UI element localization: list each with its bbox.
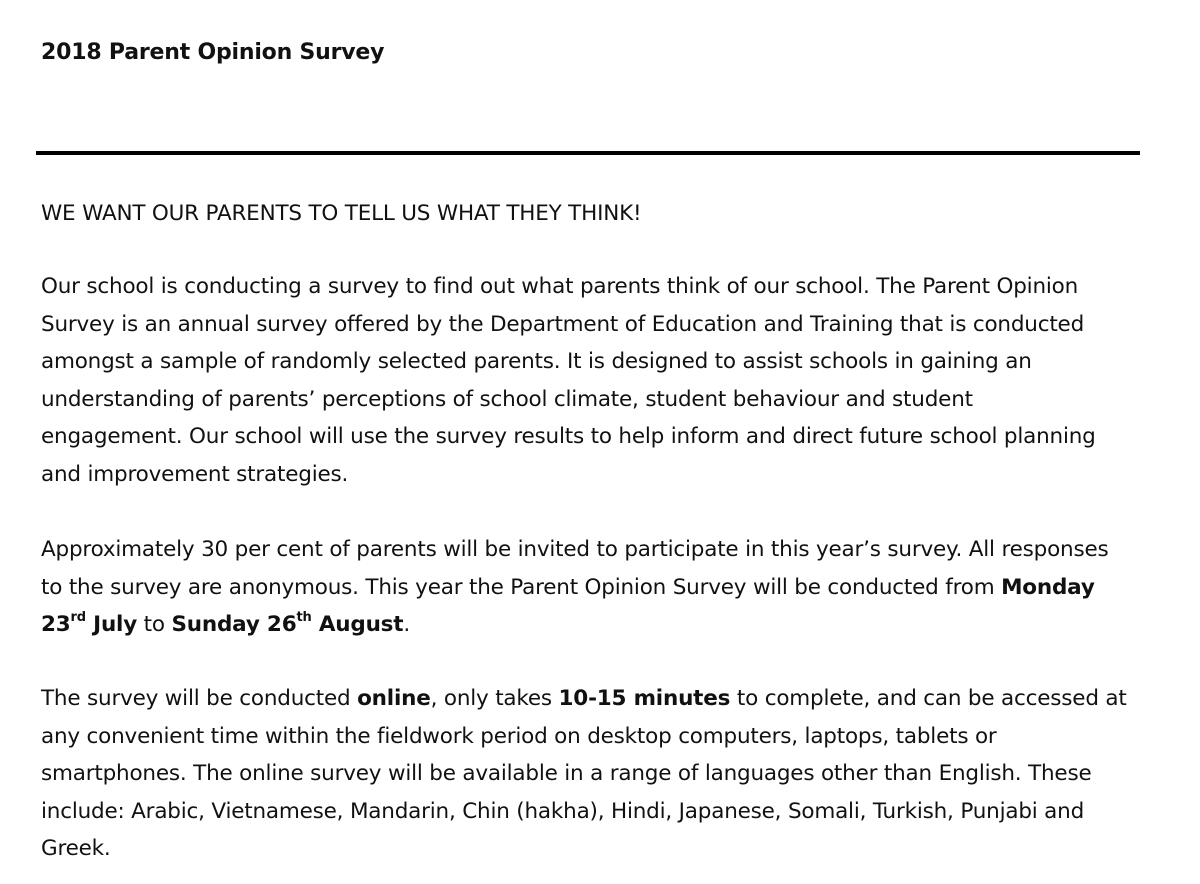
end-month: August	[311, 612, 404, 638]
end-date	[172, 612, 404, 637]
callout-heading	[41, 195, 1171, 233]
emphasis-duration: 10-15 minutes	[558, 686, 731, 711]
paragraph-line: smartphones. The online survey will be available in a range of languages other than English. These	[41, 761, 1092, 787]
paragraph-line: amongst a sample of randomly selected parents. It is designed to assist schools in gaining an	[41, 349, 1032, 375]
paragraph-line: understanding of parents’ perceptions of school climate, student behaviour and student	[41, 386, 973, 412]
paragraph-text: to the survey are anonymous. This year the Parent Opinion Survey will be conducted from	[41, 574, 1002, 600]
paragraph-line: engagement. Our school will use the survey results to help inform and direct future school planning	[41, 424, 1096, 450]
start-date	[41, 612, 137, 637]
paragraph-line: and improvement strategies.	[41, 461, 349, 487]
paragraph-line: Our school is conducting a survey to find out what parents think of our school. The Parent Opinion	[41, 274, 1079, 299]
paragraph-line	[41, 680, 1171, 718]
end-date-label: Sunday 26	[171, 612, 297, 638]
emphasis-online: online	[357, 686, 431, 711]
paragraph-line: Survey is an annual survey offered by the Department of Education and Training that is conducted	[41, 311, 1085, 337]
start-date-number: 23	[41, 612, 71, 638]
document-title: 2018 Parent Opinion Survey	[41, 40, 385, 65]
paragraph-text: The survey will be conducted	[41, 686, 358, 711]
start-month: July	[85, 612, 138, 638]
start-day: Monday	[1001, 574, 1095, 600]
paragraph-line: Approximately 30 per cent of parents will be invited to participate in this year’s survey. All responses	[41, 537, 1109, 562]
intro-paragraph	[41, 268, 1171, 494]
paragraph-line: include: Arabic, Vietnamese, Mandarin, Chin (hakha), Hindi, Japanese, Somali, Turkish, Punjabi and	[41, 798, 1085, 824]
paragraph-text: , only takes	[430, 686, 559, 711]
paragraph-line: Greek.	[41, 836, 111, 862]
heading-text: WE WANT OUR PARENTS TO TELL US WHAT THEY THINK!	[41, 201, 642, 226]
paragraph-text: to	[137, 612, 172, 638]
paragraph-line	[41, 569, 1171, 607]
paragraph-line: any convenient time within the fieldwork period on desktop computers, laptops, tablets or	[41, 723, 997, 749]
ordinal-suffix: th	[296, 610, 312, 626]
details-paragraph	[41, 680, 1171, 868]
paragraph-line	[41, 606, 1171, 644]
dates-paragraph	[41, 531, 1171, 644]
paragraph-text: to complete, and can be accessed at	[730, 686, 1127, 711]
ordinal-suffix: rd	[70, 610, 86, 626]
paragraph-text: .	[403, 612, 410, 638]
horizontal-rule	[36, 151, 1140, 155]
